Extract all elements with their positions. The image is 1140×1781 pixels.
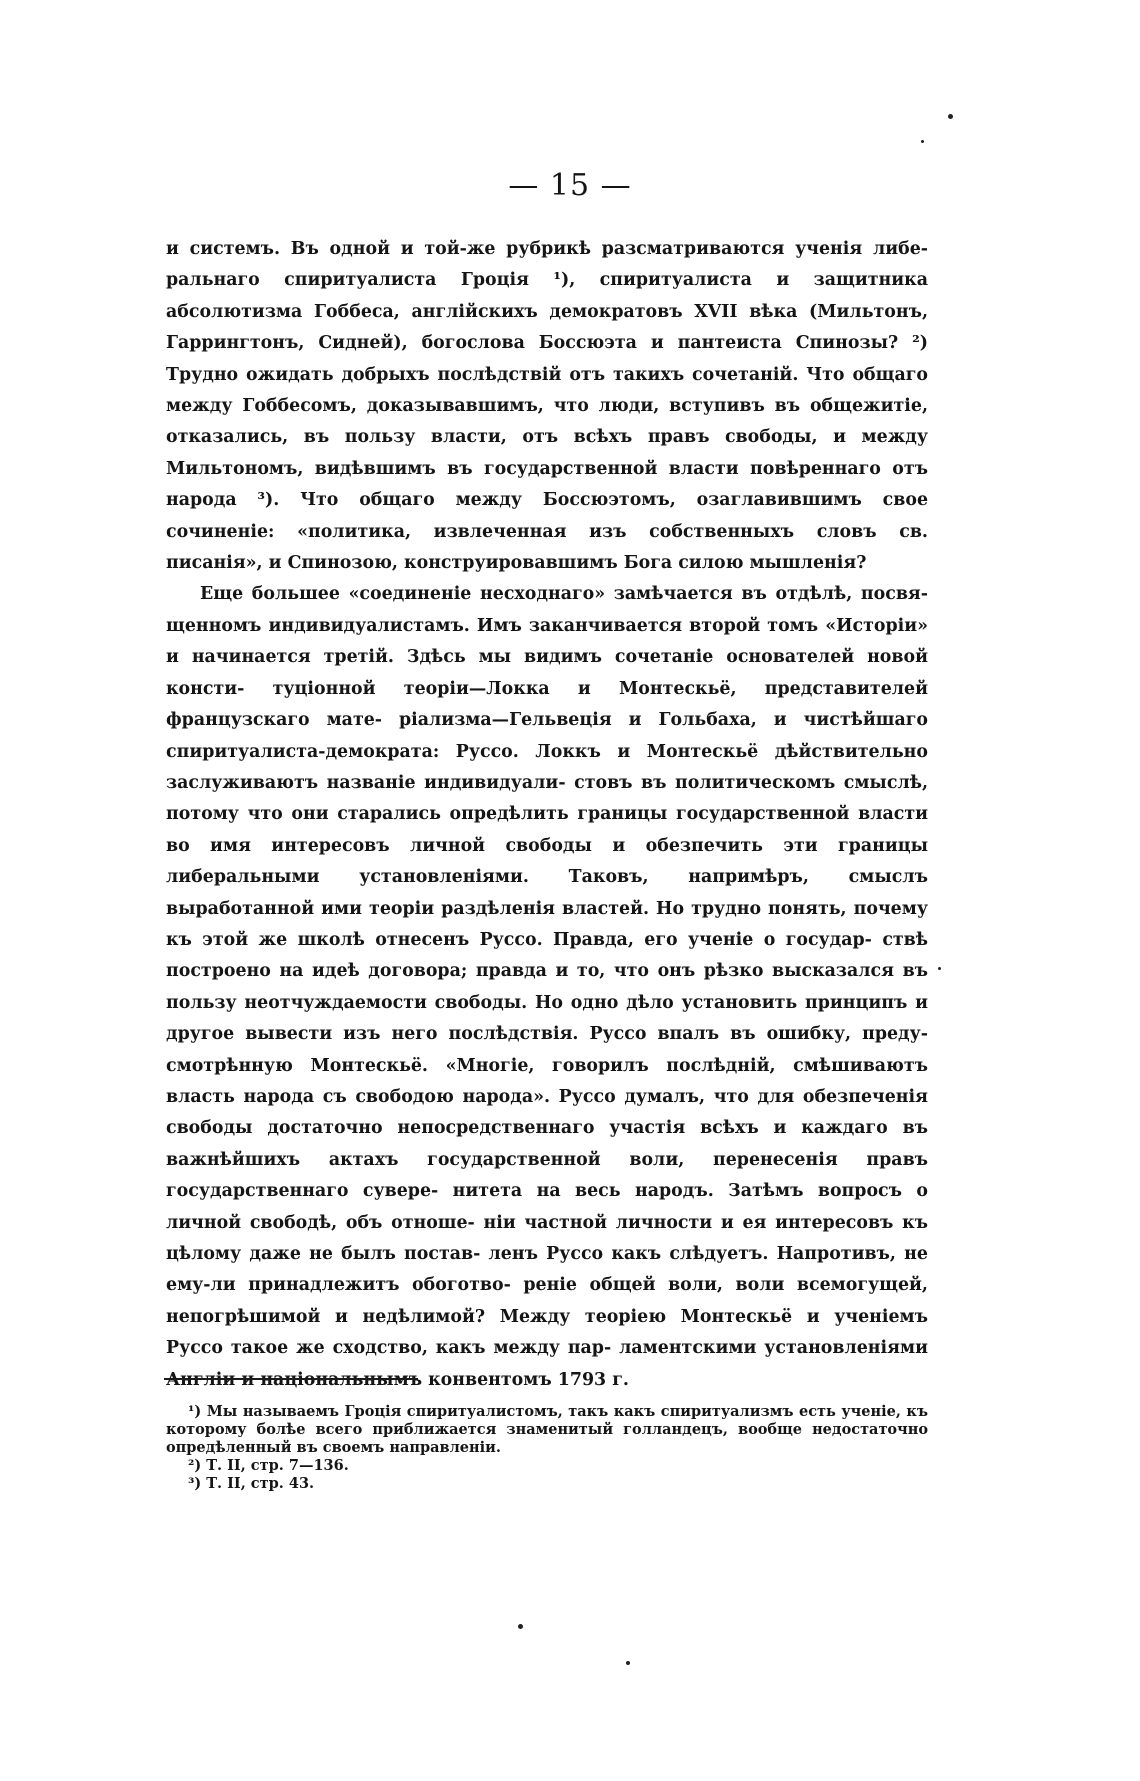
p2-line-22: реніе общей воли, воли всемогущей, непогрѣшимой и недѣлимой? Между [166,1275,928,1327]
p1-line-2: ральнаго спиритуалиста Гроція ¹), спиритуалиста и защитника абсолютизма [166,270,928,322]
p2-line-18: актахъ государственной воли, перенесенія правъ государственнаго сувере- [166,1149,928,1202]
scan-speck [921,140,924,143]
footnote-1: ¹) Мы называемъ Гроція спиритуалистомъ, такъ какъ спиритуализмъ есть ученіе, къ которому болѣе всего приближается знаменитый голландецъ, вообще недостаточно опредѣленный въ своемъ направленіи. [166,1403,928,1456]
scan-speck [518,1624,523,1629]
p2-line-5: ріализма—Гельвеція и Гольбаха, и чистѣйшаго спиритуалиста-демократа: Руссо. [166,710,928,762]
p1-line-9: Боссюэтомъ, озаглавившимъ свое сочиненіе: «политика, извлеченная изъ [166,490,929,542]
p2-line-19: нитета на весь народъ. Затѣмъ вопросъ о личной свободѣ, объ отноше- [166,1181,928,1233]
paragraph-1 [166,234,928,579]
main-text [166,234,928,1396]
p1-line-11: силою мышленія? [678,553,867,574]
p2-line-14: и другое вывести изъ него послѣдствія. Руссо впалъ въ ошибку, преду- [166,992,928,1045]
paragraph-2 [166,579,928,1396]
p2-line-24: ламентскими установленіями Англіи и національнымъ конвентомъ 1793 г. [166,1338,928,1390]
p2-line-15: смотрѣнную Монтескьё. «Многіе, говорилъ послѣдній, смѣшиваютъ власть [166,1055,928,1107]
p2-line-11: почему къ этой же школѣ отнесенъ Руссо. Правда, его ученіе о государ- [166,898,928,950]
p2-line-6: Локкъ и Монтескьё дѣйствительно заслуживаютъ названіе индивидуали- [166,741,929,793]
p2-line-10: смыслъ выработанной ими теоріи раздѣленія властей. Но трудно понять, [166,867,928,919]
p1-line-8: государственной власти повѣреннаго отъ народа ³). Что общаго между [166,458,928,511]
footnotes [166,1403,928,1493]
p2-line-13: въ пользу неотчуждаемости свободы. Но одно дѣло установить принципъ [166,961,928,1013]
p1-line-1: и системъ. Въ одной и той-же рубрикѣ разсматриваются ученія либе- [166,239,928,259]
p2-line-1: Еще большее «соединеніе несходнаго» замѣчается въ отдѣлѣ, посвя- [200,584,928,605]
p1-line-3: Гоббеса, англійскихъ демократовъ XVII вѣка (Мильтонъ, Гаррингтонъ, [166,301,928,354]
p2-line-3: начинается третій. Здѣсь мы видимъ сочетаніе основателей новой консти- [166,647,928,699]
p2-line-8: границы государственной власти во имя интересовъ личной свободы и [166,804,928,856]
p2-line-2: щенномъ индивидуалистамъ. Имъ заканчивается второй томъ «Исторіи» и [166,615,928,668]
footnote-2: ²) Т. II, стр. 7—136. [188,1457,349,1474]
p1-line-10: собственныхъ словъ св. писанія», и Спинозою, конструировавшимъ Бога [166,521,928,574]
p2-line-4: туціонной теоріи—Локка и Монтескьё, представителей французскаго мате- [166,678,928,731]
p1-line-7: власти, отъ всѣхъ правъ свободы, и между Мильтономъ, видѣвшимъ въ [166,427,928,479]
footnote-3: ³) Т. II, стр. 43. [188,1475,315,1492]
p1-line-6: доказывавшимъ, что люди, вступивъ въ общежитіе, отказались, въ пользу [166,396,929,448]
p2-line-20: ніи частной личности и ея интересовъ къ цѣлому даже не былъ постав- [166,1212,928,1264]
p1-line-4: Сидней), богослова Боссюэта и пантеиста Спинозы? ²) Трудно ожидать [166,333,928,385]
scan-speck [948,114,953,119]
p2-line-16: народа съ свободою народа». Руссо думалъ, что для обезпеченія свободы [166,1086,928,1139]
p2-line-17: достаточно непосредственнаго участія всѣхъ и каждаго въ важнѣйшихъ [166,1118,929,1170]
p2-line-12: ствѣ построено на идеѣ договора; правда и то, что онъ рѣзко высказался [166,929,928,982]
p2-line-9: обезпечить эти границы либеральными установленіями. Таковъ, напримѣръ, [166,835,928,888]
p2-line-7: стовъ въ политическомъ смыслѣ, потому что они старались опредѣлить [166,772,928,825]
p2-line-23: теоріею Монтескьё и ученіемъ Руссо такое же сходство, какъ между пар- [166,1306,928,1359]
page-number: — 15 — [508,168,632,203]
footnote-divider [164,1378,418,1380]
p1-line-5: добрыхъ послѣдствій отъ такихъ сочетаній. Что общаго между Гоббесомъ, [166,364,928,417]
scan-speck [626,1661,630,1665]
scan-speck [938,967,941,970]
p2-line-21: ленъ Руссо какъ слѣдуетъ. Напротивъ, не ему-ли принадлежитъ обоготво- [166,1244,928,1296]
